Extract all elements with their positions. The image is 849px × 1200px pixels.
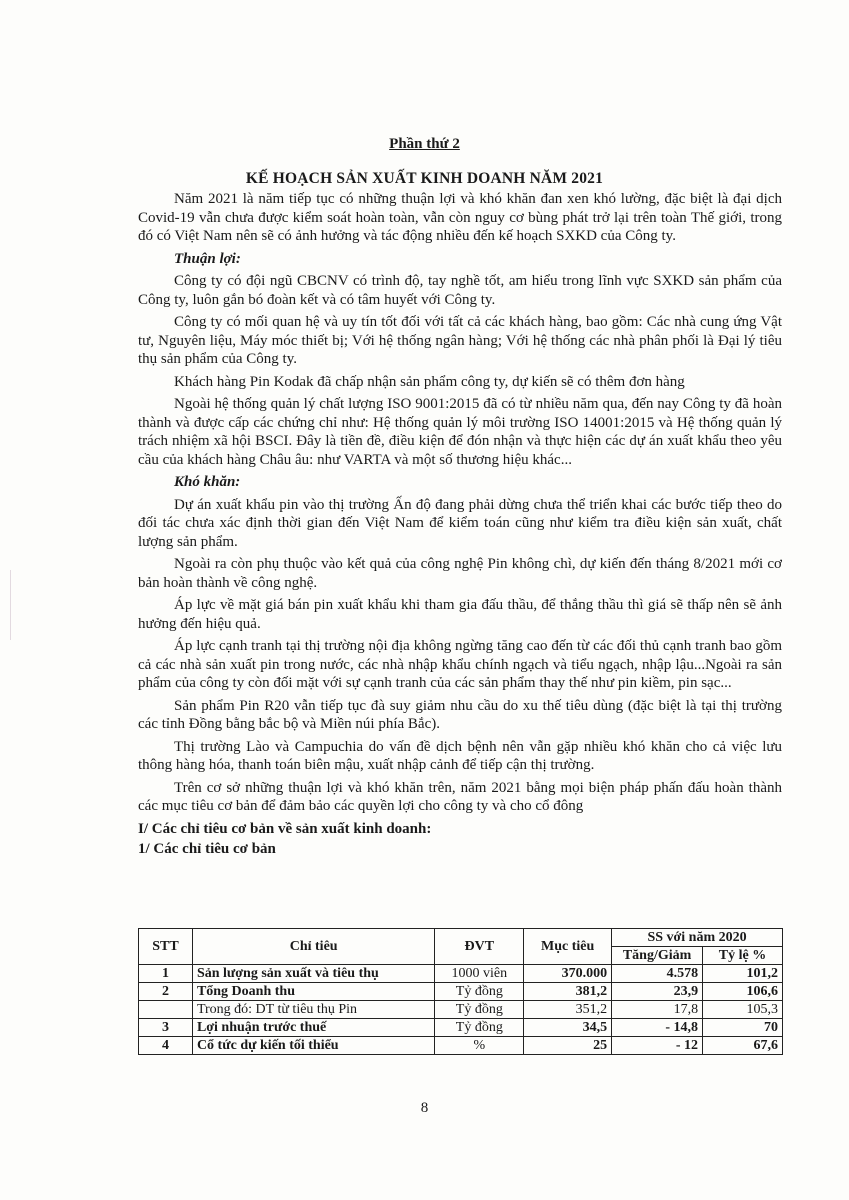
cell-unit: Tỷ đồng [435, 983, 524, 1001]
header-change: Tăng/Giảm [612, 947, 703, 965]
targets-table-body [139, 965, 783, 1055]
header-comparison: SS với năm 2020 [612, 929, 783, 947]
cell-indicator: Trong đó: DT từ tiêu thụ Pin [192, 1001, 434, 1019]
main-title: KẾ HOẠCH SẢN XUẤT KINH DOANH NĂM 2021 [245, 170, 604, 187]
paragraph: Công ty có đội ngũ CBCNV có trình độ, tay nghề tốt, am hiểu trong lĩnh vực SXKD sản phẩm của Công ty, luôn gắn bó đoàn kết và có tâm huyết với Công ty. [138, 273, 782, 308]
header-target: Mục tiêu [524, 929, 612, 965]
section-heading: Khó khăn: [174, 474, 241, 490]
subsection-heading: 1/ Các chỉ tiêu cơ bản [138, 841, 276, 857]
paragraph: Trên cơ sở những thuận lợi và khó khăn trên, năm 2021 bằng mọi biện pháp phấn đấu hoàn thành các mục tiêu cơ bản để đảm bảo các quyền lợi cho công ty và cho cổ đông [138, 779, 782, 814]
subsection-heading: I/ Các chỉ tiêu cơ bản về sản xuất kinh doanh: [138, 820, 432, 837]
cell-stt: 1 [139, 965, 193, 983]
cell-change: - 14,8 [612, 1019, 703, 1037]
cell-ratio: 105,3 [703, 1001, 783, 1019]
header-unit: ĐVT [435, 929, 524, 965]
paragraph: Năm 2021 là năm tiếp tục có những thuận lợi và khó khăn đan xen khó lường, đặc biệt là đại dịch Covid-19 vẫn chưa được kiểm soát hoàn toàn, vẫn còn nguy cơ bùng phát trở lại trên toàn Thế giới, trong đó có Việt Nam nên sẽ có ảnh hưởng và tác động nhiều đến kế hoạch SXKD của Công ty. [138, 191, 782, 244]
header-stt: STT [139, 929, 193, 965]
paragraph: Dự án xuất khẩu pin vào thị trường Ấn độ đang phải dừng chưa thể triển khai các bước tiếp theo do đối tác chưa xác định thời gian đến Việt Nam để kiểm toán cũng như kiểm tra điều kiện sản xuất, chất lượng sản phẩm. [138, 496, 782, 550]
cell-target: 381,2 [524, 983, 612, 1001]
cell-indicator: Tổng Doanh thu [192, 983, 434, 1001]
cell-target: 25 [524, 1037, 612, 1055]
cell-unit: 1000 viên [435, 965, 524, 983]
page-number: 8 [420, 1100, 429, 1116]
cell-unit: Tỷ đồng [435, 1019, 524, 1037]
cell-change: - 12 [612, 1037, 703, 1055]
table-row [139, 965, 783, 983]
scan-edge-mark [0, 570, 11, 640]
table-row [139, 1001, 783, 1019]
paragraph: Áp lực về mặt giá bán pin xuất khẩu khi tham gia đấu thầu, để thắng thầu thì giá sẽ thấp nên sẽ ảnh hưởng đến hiệu quả. [138, 597, 782, 632]
paragraph: Khách hàng Pin Kodak đã chấp nhận sản phẩm công ty, dự kiến sẽ có thêm đơn hàng [174, 373, 685, 390]
cell-indicator: Lợi nhuận trước thuế [192, 1019, 434, 1037]
cell-ratio: 67,6 [703, 1037, 783, 1055]
section-label: Phần thứ 2 [389, 136, 460, 152]
cell-indicator: Cổ tức dự kiến tối thiểu [192, 1037, 434, 1055]
cell-stt [139, 1001, 193, 1019]
cell-target: 370.000 [524, 965, 612, 983]
paragraph: Áp lực cạnh tranh tại thị trường nội địa không ngừng tăng cao đến từ các đối thủ cạnh tranh bao gồm cả các nhà sản xuất pin trong nước, các nhà nhập khẩu chính ngạch và tiểu ngạch, nhập lậu...Ngoài ra sản phẩm của công ty còn đối mặt với sự cạnh tranh của các sản phẩm thay thế như pin kiềm, pin sạc... [138, 638, 782, 691]
targets-table [138, 928, 783, 1055]
paragraph: Ngoài ra còn phụ thuộc vào kết quả của công nghệ Pin không chì, dự kiến đến tháng 8/2021 mới cơ bản hoàn thành về công nghệ. [138, 556, 782, 591]
section-heading: Thuận lợi: [174, 250, 241, 267]
document-body [138, 190, 782, 859]
paragraph: Công ty có mối quan hệ và uy tín tốt đối với tất cả các khách hàng, bao gồm: Các nhà cung ứng Vật tư, Nguyên liệu, Máy móc thiết bị; Với hệ thống ngân hàng; Với hệ thống các nhà phân phối là Đại lý tiêu thụ sản phẩm của Công ty. [138, 314, 782, 367]
table-row [139, 983, 783, 1001]
paragraph: Thị trường Lào và Campuchia do vấn đề dịch bệnh nên vẫn gặp nhiều khó khăn cho cả việc lưu thông hàng hóa, thanh toán biên mậu, xuất nhập cảnh để tiếp cận thị trường. [138, 738, 782, 773]
cell-change: 23,9 [612, 983, 703, 1001]
cell-indicator: Sản lượng sản xuất và tiêu thụ [192, 965, 434, 983]
table-row [139, 1019, 783, 1037]
cell-stt: 2 [139, 983, 193, 1001]
table-row [139, 1037, 783, 1055]
paragraph: Ngoài hệ thống quản lý chất lượng ISO 9001:2015 đã có từ nhiều năm qua, đến nay Công ty đã hoàn thành và được cấp các chứng chỉ như: Hệ thống quản lý môi trường ISO 14001:2015 và Hệ thống quản lý trách nhiệm xã hội BSCI. Đây là tiền đề, điều kiện để đón nhận và thực hiện các dự án xuất khẩu theo yêu cầu của khách hàng Châu âu: như VARTA và một số thương hiệu khác... [138, 396, 782, 468]
header-ratio: Tỷ lệ % [703, 947, 783, 965]
paragraph: Sản phẩm Pin R20 vẫn tiếp tục đà suy giảm nhu cầu do xu thế tiêu dùng (đặc biệt là tại thị trường các tỉnh Đồng bằng bắc bộ và Miền núi phía Bắc). [138, 697, 782, 732]
cell-ratio: 101,2 [703, 965, 783, 983]
cell-ratio: 106,6 [703, 983, 783, 1001]
cell-target: 351,2 [524, 1001, 612, 1019]
cell-stt: 3 [139, 1019, 193, 1037]
cell-unit: % [435, 1037, 524, 1055]
cell-stt: 4 [139, 1037, 193, 1055]
cell-change: 4.578 [612, 965, 703, 983]
cell-unit: Tỷ đồng [435, 1001, 524, 1019]
cell-change: 17,8 [612, 1001, 703, 1019]
cell-ratio: 70 [703, 1019, 783, 1037]
cell-target: 34,5 [524, 1019, 612, 1037]
header-indicator: Chỉ tiêu [192, 929, 434, 965]
